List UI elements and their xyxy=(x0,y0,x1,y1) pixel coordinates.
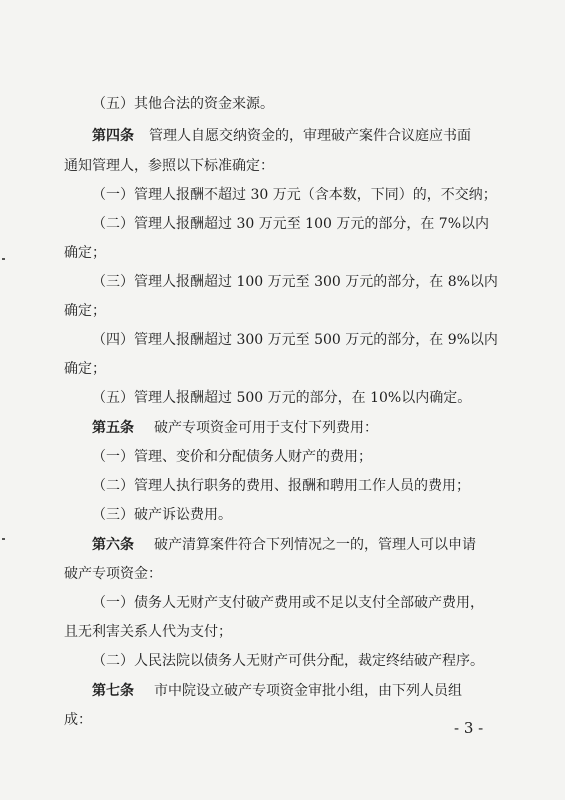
paragraph-line: 确定； xyxy=(64,361,106,377)
paragraph-line: 且无利害关系人代为支付； xyxy=(64,624,232,640)
paragraph-line: （一）管理、变价和分配债务人财产的费用； xyxy=(92,449,372,465)
article-6-first-line xyxy=(92,535,500,555)
article-4-text: 管理人自愿交纳资金的，审理破产案件合议庭应书面 xyxy=(149,128,471,144)
article-7-heading: 第七条 xyxy=(92,683,134,699)
article-4-first-line xyxy=(92,126,500,146)
paragraph-line: 通知管理人，参照以下标准确定： xyxy=(64,158,274,174)
paragraph-line: （二）管理人执行职务的费用、报酬和聘用工作人员的费用； xyxy=(92,478,470,494)
article-5-text: 破产专项资金可用于支付下列费用： xyxy=(154,420,378,436)
paragraph-line: （三）管理人报酬超过 100 万元至 300 万元的部分，在 8%以内 xyxy=(92,274,498,290)
page-number: - 3 - xyxy=(454,719,484,737)
paragraph-line: 确定； xyxy=(64,303,106,319)
article-7-text: 市中院设立破产专项资金审批小组，由下列人员组 xyxy=(154,683,462,699)
paragraph-line: （一）管理人报酬不超过 30 万元（含本数，下同）的，不交纳； xyxy=(92,187,497,203)
scan-mark xyxy=(2,538,5,540)
paragraph-line: （三）破产诉讼费用。 xyxy=(92,507,232,523)
article-5-heading: 第五条 xyxy=(92,420,134,436)
paragraph-line: （四）管理人报酬超过 300 万元至 500 万元的部分，在 9%以内 xyxy=(92,332,498,348)
paragraph-line: 成： xyxy=(64,712,92,728)
paragraph-line: （二）人民法院以债务人无财产可供分配，裁定终结破产程序。 xyxy=(92,653,484,669)
article-6-text: 破产清算案件符合下列情况之一的，管理人可以申请 xyxy=(154,537,476,553)
article-4-heading: 第四条 xyxy=(92,128,134,144)
paragraph-line: （五）其他合法的资金来源。 xyxy=(92,96,274,112)
paragraph-line: 破产专项资金： xyxy=(64,566,162,582)
paragraph-line: （五）管理人报酬超过 500 万元的部分，在 10%以内确定。 xyxy=(92,390,472,406)
article-6-heading: 第六条 xyxy=(92,537,134,553)
paragraph-line: （一）债务人无财产支付破产费用或不足以支付全部破产费用， xyxy=(92,595,484,611)
paragraph-line: 确定； xyxy=(64,245,106,261)
article-7-first-line xyxy=(92,681,500,701)
paragraph-line: （二）管理人报酬超过 30 万元至 100 万元的部分，在 7%以内 xyxy=(92,216,489,232)
article-5-first-line xyxy=(92,418,500,438)
scan-mark xyxy=(2,258,5,260)
